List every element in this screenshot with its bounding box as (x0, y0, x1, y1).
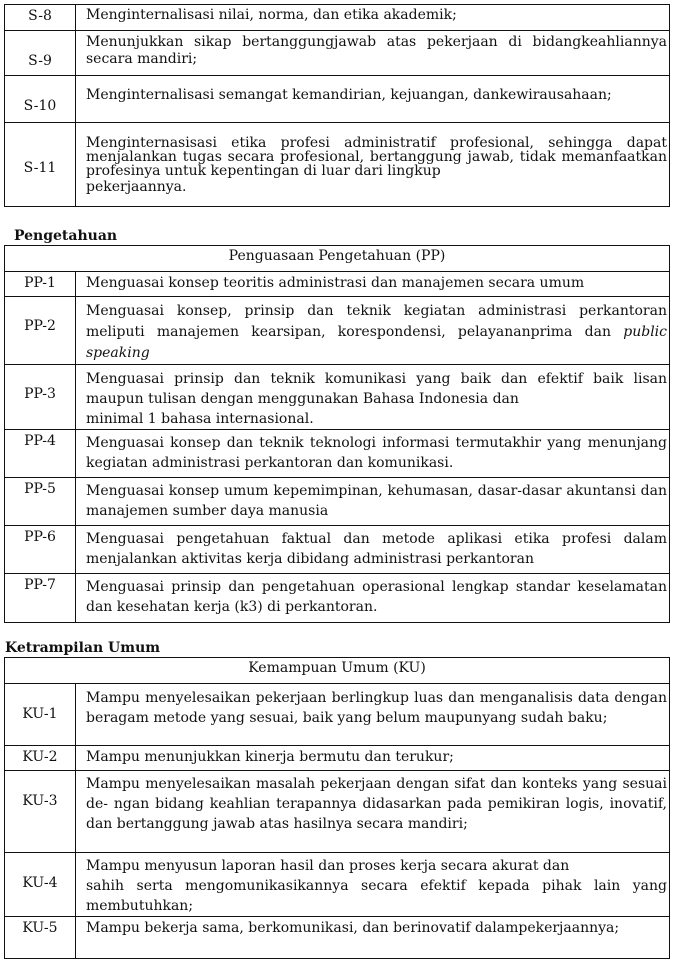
row-code: KU-2 (5, 746, 76, 771)
row-text: Menguasai konsep teoritis administrasi dan manajemen secara umum (76, 272, 670, 297)
table-row (5, 123, 670, 207)
row-code: S-8 (5, 5, 76, 31)
row-code: KU-3 (5, 771, 76, 853)
table-row (5, 297, 670, 365)
row-text-last-line: minimal 1 bahasa internasional. (86, 411, 314, 427)
table-row (5, 5, 670, 31)
row-code: S-9 (5, 31, 76, 76)
pengetahuan-table (4, 245, 670, 623)
row-text: Menginternalisasi nilai, norma, dan etika akademik; (76, 5, 670, 31)
table-row (5, 31, 670, 76)
table-row (5, 853, 670, 917)
row-text-italic: public speaking (86, 324, 667, 361)
row-code: PP-2 (5, 297, 76, 365)
table-row (5, 917, 670, 959)
table-row (5, 684, 670, 746)
table-row (5, 771, 670, 853)
row-code: S-11 (5, 123, 76, 207)
table-row (5, 526, 670, 574)
row-code: PP-7 (5, 574, 76, 623)
row-text-main: Menginternasisasi etika profesi administratif profesional, sehingga dapat menjalankan tugas secara profesional, bertanggung jawab, tidak memanfaatkan profesinya untuk kepentingan di luar dari lingkup (86, 135, 667, 179)
row-code: KU-5 (5, 917, 76, 959)
row-text: Menguasai konsep dan teknik teknologi informasi termutakhir yang menunjang kegiatan administrasi perkantoran dan komunikasi. (76, 430, 670, 478)
row-code: S-10 (5, 76, 76, 123)
row-text-main: Menguasai konsep, prinsip dan teknik kegiatan administrasi perkantoran meliputi manajemen kearsipan, korespondensi, pelayananprima dan (86, 303, 667, 340)
row-text: Mampu menunjukkan kinerja bermutu dan terukur; (76, 746, 670, 771)
row-text: Menginternalisasi semangat kemandirian, kejuangan, dankewirausahaan; (76, 76, 670, 123)
row-code: PP-6 (5, 526, 76, 574)
row-text: Mampu bekerja sama, berkomunikasi, dan berinovatif dalampekerjaannya; (76, 917, 670, 959)
table-row (5, 76, 670, 123)
table-header-row (5, 246, 670, 272)
row-code: PP-4 (5, 430, 76, 478)
table-row (5, 478, 670, 526)
table-row (5, 574, 670, 623)
table-row (5, 746, 670, 771)
row-text-first-line: Mampu menyusun laporan hasil dan proses kerja secara akurat dan (86, 858, 570, 874)
row-text (76, 365, 670, 430)
row-text: Menguasai pengetahuan faktual dan metode aplikasi etika profesi dalam menjalankan aktivitas kerja dibidang administrasi perkantoran (76, 526, 670, 574)
row-text-last-line: pekerjaannya. (86, 179, 187, 195)
row-text (76, 123, 670, 207)
row-text: Menguasai prinsip dan pengetahuan operasional lengkap standar keselamatan dan kesehatan kerja (k3) di perkantoran. (76, 574, 670, 623)
table-header-row (5, 658, 670, 684)
row-code: PP-5 (5, 478, 76, 526)
section-heading-pengetahuan: Pengetahuan (14, 228, 118, 244)
section-heading-ketrampilan-umum: Ketrampilan Umum (5, 640, 161, 656)
table-row (5, 430, 670, 478)
row-text: Mampu menyelesaikan masalah pekerjaan dengan sifat dan konteks yang sesuai de- ngan bidang keahlian terapannya didasarkan pada pemikiran logis, inovatif, dan bertanggung jawab atas hasilnya secara mandiri; (76, 771, 670, 853)
row-code: PP-1 (5, 272, 76, 297)
row-text-main: sahih serta mengomunikasikannya secara efektif kepada pihak lain yang membutuhkan; (86, 878, 667, 914)
row-text-main: Menguasai prinsip dan teknik komunikasi yang baik dan efektif baik lisan maupun tulisan dengan menggunakan Bahasa Indonesia dan (86, 371, 667, 407)
table-header: Penguasaan Pengetahuan (PP) (5, 246, 670, 272)
row-text (76, 297, 670, 365)
row-code: PP-3 (5, 365, 76, 430)
row-code: KU-4 (5, 853, 76, 917)
table-row (5, 365, 670, 430)
row-text: Menguasai konsep umum kepemimpinan, kehumasan, dasar-dasar akuntansi dan manajemen sumber daya manusia (76, 478, 670, 526)
row-text: Mampu menyelesaikan pekerjaan berlingkup luas dan menganalisis data dengan beragam metode yang sesuai, baik yang belum maupunyang sudah baku; (76, 684, 670, 746)
ketrampilan-table (4, 657, 670, 959)
row-code: KU-1 (5, 684, 76, 746)
table-row (5, 272, 670, 297)
sikap-table (4, 4, 670, 207)
row-text (76, 853, 670, 917)
table-header: Kemampuan Umum (KU) (5, 658, 670, 684)
row-text: Menunjukkan sikap bertanggungjawab atas pekerjaan di bidangkeahliannya secara mandiri; (76, 31, 670, 76)
